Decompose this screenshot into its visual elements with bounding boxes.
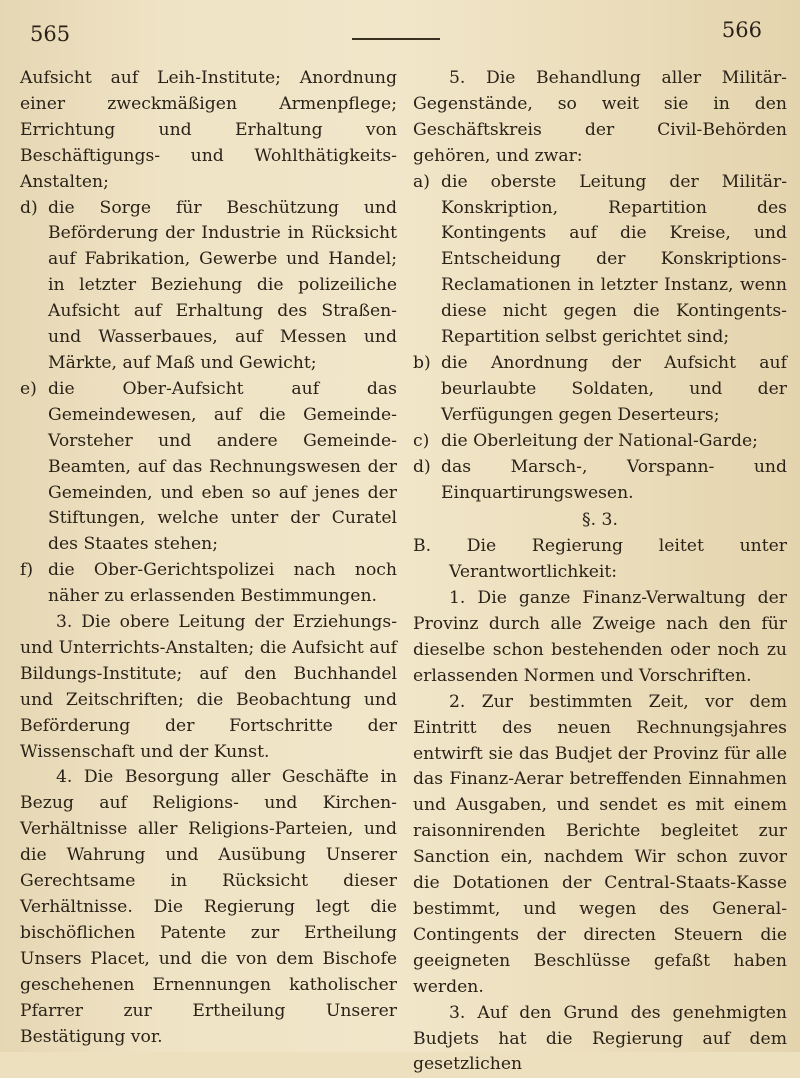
- paragraph-3-right: 3. Auf den Grund des genehmigten Budjets hat die Regierung auf dem gesetzlichen: [413, 1002, 787, 1075]
- list-text: die Ober-Gerichtspolizei nach noch näher zu erlassenden Bestimmungen.: [48, 560, 397, 607]
- list-item-b: [413, 351, 787, 429]
- left-column: [20, 66, 397, 1050]
- section-heading: §. 3.: [582, 510, 618, 531]
- page-number-left: 565: [30, 22, 71, 46]
- paragraph-4: 4. Die Besorgung aller Geschäfte in Bezug auf Religions- und Kirchen-Verhältnisse aller Religions-Parteien, und die Wahrung und Ausübung Unserer Gerechtsame in Rücksicht dieser Verhältnisse. Die Regierung legt die bischöflichen Patente zur Ertheilung Unsers Placet, und die von dem Bischofe geschehenen Ernennungen katholischer Pfarrer zur Ertheilung Unserer Bestätigung vor.: [20, 767, 397, 1047]
- list-text: die oberste Leitung der Militär-Konskription, Repartition des Kontingents auf die Kreise, und Entscheidung der Konskriptions-Reclamationen in letzter Instanz, wenn diese nicht gegen die Kontingents-Repartition selbst gerichtet sind;: [441, 171, 787, 348]
- list-item-c: [413, 429, 787, 455]
- paragraph-2: 2. Zur bestimmten Zeit, vor dem Eintritt des neuen Rechnungsjahres entwirft sie das Budjet der Provinz für alle das Finanz-Aerar betreffenden Einnahmen und Ausgaben, und sendet es mit einem raisonnirenden Berichte begleitet zur Sanction ein, nachdem Wir schon zuvor die Dotationen der Central-Staats-Kasse bestimmt, und wegen des General-Contingents der directen Steuern die geeigneten Beschlüsse gefaßt haben werden.: [413, 691, 787, 997]
- list-label: c): [413, 430, 430, 451]
- list-item-a: [413, 170, 787, 351]
- list-label: d): [413, 456, 431, 477]
- paragraph-1: 1. Die ganze Finanz-Verwaltung der Provinz durch alle Zweige nach den für dieselbe schon bestehenden oder noch zu erlassenden Normen und Vorschriften.: [413, 588, 787, 686]
- list-text: die Oberleitung der National-Garde;: [441, 430, 758, 451]
- list-label: a): [413, 171, 430, 192]
- list-text: die Ober-Aufsicht auf das Gemeindewesen, auf die Gemeinde-Vorsteher und andere Gemeinde-Beamten, auf das Rechnungswesen der Gemeinden, und eben so auf jenes der Stiftungen, welche unter der Curatel des Staates stehen;: [48, 378, 397, 555]
- list-label: e): [20, 378, 37, 399]
- list-item-d: [20, 196, 397, 377]
- paragraph-3: 3. Die obere Leitung der Erziehungs- und Unterrichts-Anstalten; die Aufsicht auf Bildungs-Institute; auf den Buchhandel und Zeitschriften; die Beobachtung und Beförderung der Fortschritte der Wissenschaft und der Kunst.: [20, 612, 397, 762]
- list-text: die Anordnung der Aufsicht auf beurlaubte Soldaten, und der Verfügungen gegen Deserteurs;: [441, 352, 787, 425]
- list-label: b): [413, 352, 431, 373]
- list-item-f: [20, 558, 397, 610]
- list-label: f): [20, 560, 34, 581]
- list-item-e: [20, 377, 397, 558]
- right-column: [413, 66, 787, 1078]
- subsection-heading-b: B. Die Regierung leitet unter Verantwortlichkeit:: [413, 536, 787, 583]
- page-number-right: 566: [721, 18, 762, 42]
- list-label: d): [20, 197, 38, 218]
- list-text: das Marsch-, Vorspann- und Einquartirungswesen.: [441, 456, 787, 503]
- list-item-d-right: [413, 455, 787, 507]
- paragraph-continuation: Aufsicht auf Leih-Institute; Anordnung einer zweckmäßigen Armenpflege; Errichtung und Erhaltung von Beschäftigungs- und Wohlthätigkeits-Anstalten;: [20, 68, 397, 192]
- paragraph-5: 5. Die Behandlung aller Militär-Gegenstände, so weit sie in den Geschäftskreis der Civil-Behörden gehören, und zwar:: [413, 68, 787, 166]
- list-text: die Sorge für Beschützung und Beförderung der Industrie in Rücksicht auf Fabrikation, Gewerbe und Handel; in letzter Beziehung die polizeiliche Aufsicht auf Erhaltung des Straßen- und Wasserbaues, auf Messen und Märkte, auf Maß und Gewicht;: [48, 197, 397, 373]
- header-rule: [352, 38, 440, 40]
